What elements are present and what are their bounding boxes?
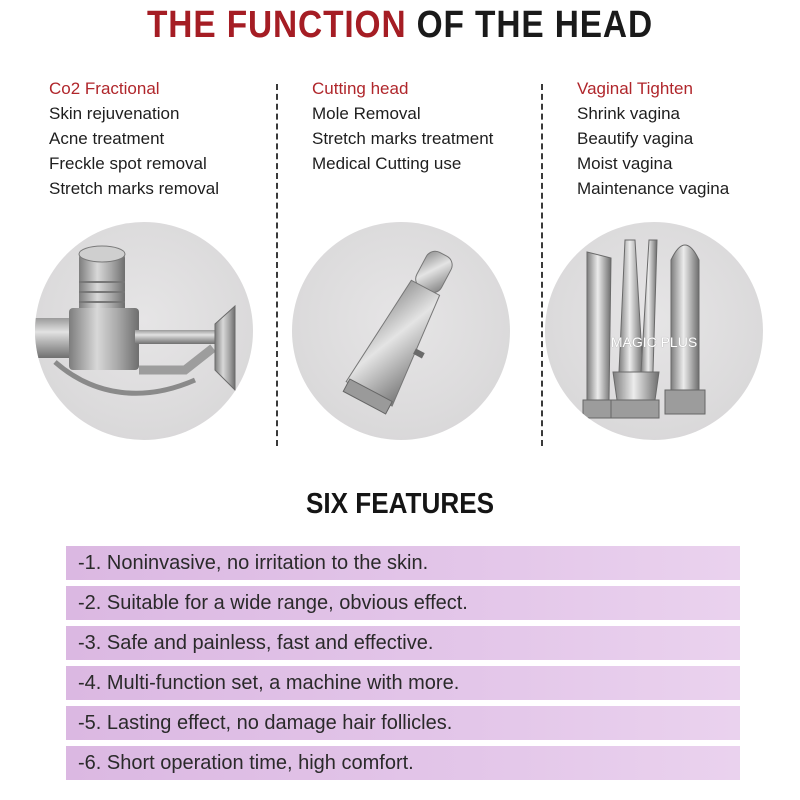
feature-item: -2. Suitable for a wide range, obvious effect.: [66, 586, 740, 620]
cutting-head-image: [292, 222, 510, 440]
column-item: Beautify vagina: [577, 129, 694, 148]
vaginal-probe-image: [545, 222, 763, 440]
co2-fractional-handpiece-image: [35, 222, 253, 440]
column-vaginal-tighten: [577, 76, 800, 201]
page-title: [48, 0, 752, 50]
column-divider: [276, 84, 278, 446]
column-cutting-head: [312, 76, 552, 176]
column-item: Maintenance vagina: [577, 179, 730, 198]
cutting-head-tip-icon: [292, 222, 510, 440]
column-heading: Cutting head: [312, 79, 409, 98]
column-item: Shrink vagina: [577, 104, 681, 123]
column-heading: Co2 Fractional: [49, 79, 160, 98]
features-title: SIX FEATURES: [305, 488, 495, 520]
column-divider: [541, 84, 543, 446]
page-title-highlight: THE FUNCTION: [147, 4, 407, 46]
feature-item: -3. Safe and painless, fast and effective.: [66, 626, 740, 660]
column-item: Skin rejuvenation: [49, 104, 180, 123]
column-item: Acne treatment: [49, 129, 165, 148]
brand-watermark: MAGIC PLUS: [610, 334, 698, 350]
page-title-rest: OF THE HEAD: [416, 4, 653, 46]
vaginal-probe-set-icon: [545, 222, 763, 440]
column-item: Medical Cutting use: [312, 154, 462, 173]
column-co2-fractional: [49, 76, 289, 201]
column-item: Mole Removal: [312, 104, 421, 123]
column-item: Stretch marks removal: [49, 179, 220, 198]
co2-fractional-handpiece-icon: [35, 222, 253, 440]
feature-item: -1. Noninvasive, no irritation to the skin.: [66, 546, 740, 580]
column-item: Stretch marks treatment: [312, 129, 494, 148]
column-item: Moist vagina: [577, 154, 673, 173]
feature-item: -4. Multi-function set, a machine with more.: [66, 666, 740, 700]
column-heading: Vaginal Tighten: [577, 79, 693, 98]
feature-item: -5. Lasting effect, no damage hair follicles.: [66, 706, 740, 740]
feature-item: -6. Short operation time, high comfort.: [66, 746, 740, 780]
column-item: Freckle spot removal: [49, 154, 207, 173]
